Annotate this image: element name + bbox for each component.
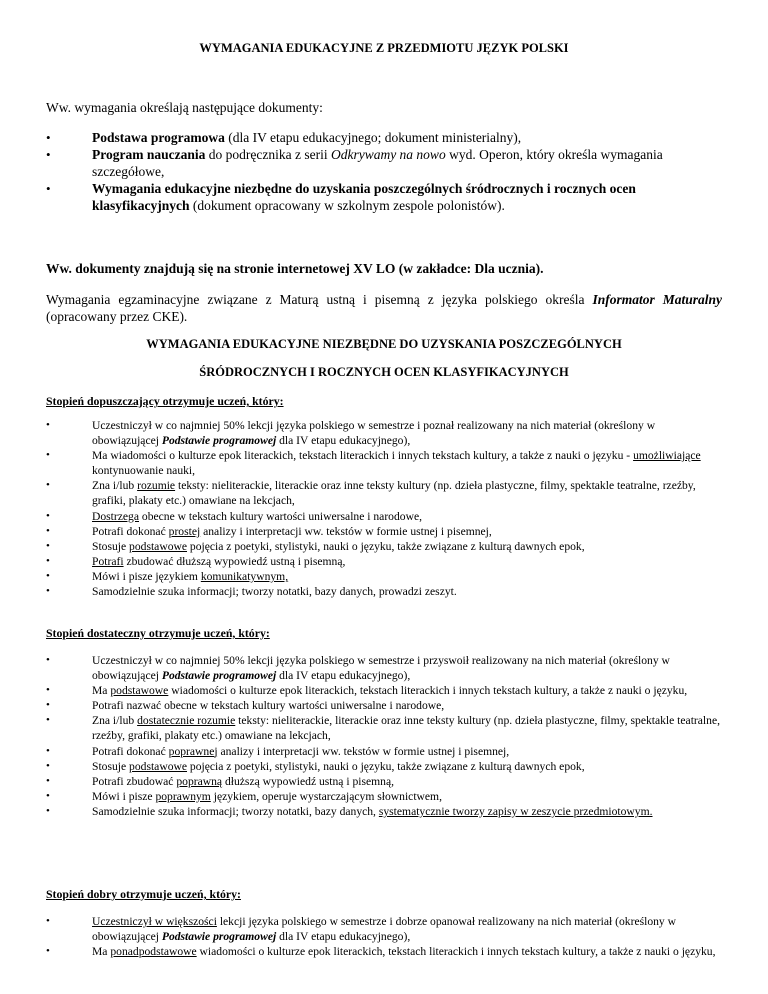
list-item: • Zna i/lub dostatecznie rozumie teksty: nieliterackie, literackie oraz inne teksty kultury (np. dzieła plastyczne, filmy, spektakle teatralne, rzeźby, grafiki, plakaty etc.) omawiane na lekcjach,: [46, 713, 722, 743]
document-title: WYMAGANIA EDUKACYJNE Z PRZEDMIOTU JĘZYK POLSKI: [199, 41, 569, 55]
list-item: • Ma ponadpodstawowe wiadomości o kulturze epok literackich, tekstach literackich i innych tekstach kultury, a także z nauki o języku,: [46, 944, 722, 959]
list-item: • Zna i/lub rozumie teksty: nieliterackie, literackie oraz inne teksty kultury (np. dzieła plastyczne, filmy, spektakle teatralne, rzeźby, grafiki, plakaty etc.) omawiane na lekcjach,: [46, 478, 722, 508]
list-item: • Stosuje podstawowe pojęcia z poetyki, stylistyki, nauki o języku, także związane z kulturą dawnych epok,: [46, 759, 722, 774]
list-item: • Potrafi nazwać obecne w tekstach kultury wartości uniwersalne i narodowe,: [46, 698, 722, 713]
list-item: • Samodzielnie szuka informacji; tworzy notatki, bazy danych, prowadzi zeszyt.: [46, 584, 722, 599]
grade-list-dopuszczajacy: [46, 418, 722, 599]
list-item: • Mówi i pisze językiem komunikatywnym,: [46, 569, 722, 584]
grade-heading-dopuszczajacy: Stopień dopuszczający otrzymuje uczeń, który:: [46, 394, 284, 408]
list-item: • Program nauczania do podręcznika z serii Odkrywamy na nowo wyd. Operon, który określa wymagania szczegółowe,: [46, 146, 722, 180]
list-item: • Uczestniczył w co najmniej 50% lekcji języka polskiego w semestrze i przyswoił realizowany na nich materiał (określony w obowiązującej Podstawie programowej dla IV etapu edukacyjnego),: [46, 653, 722, 683]
list-item: • Ma podstawowe wiadomości o kulturze epok literackich, tekstach literackich i innych tekstach kultury, a także z nauki o języku,: [46, 683, 722, 698]
list-item: • Mówi i pisze poprawnym językiem, operuje wystarczającym słownictwem,: [46, 789, 722, 804]
list-item: • Wymagania edukacyjne niezbędne do uzyskania poszczególnych śródrocznych i rocznych ocen klasyfikacyjnych (dokument opracowany w szkolnym zespole polonistów).: [46, 180, 722, 214]
grade-list-dostateczny: [46, 653, 722, 819]
list-item: • Potrafi zbudować dłuższą wypowiedź ustną i pisemną,: [46, 554, 722, 569]
list-item: • Samodzielnie szuka informacji; tworzy notatki, bazy danych, systematycznie tworzy zapisy w zeszycie przedmiotowym.: [46, 804, 722, 819]
matura-paragraph: Wymagania egzaminacyjne związane z Maturą ustną i pisemną z języka polskiego określa Informator Maturalny (opracowany przez CKE).: [46, 292, 722, 324]
grade-heading-dostateczny: Stopień dostateczny otrzymuje uczeń, który:: [46, 626, 270, 640]
list-item: • Ma wiadomości o kulturze epok literackich, tekstach literackich i innych tekstach kultury, a także z nauki o języku - umożliwiające kontynuowanie nauki,: [46, 448, 722, 478]
intro-paragraph: Ww. wymagania określają następujące dokumenty:: [46, 100, 323, 115]
list-item: • Dostrzega obecne w tekstach kultury wartości uniwersalne i narodowe,: [46, 509, 722, 524]
website-note: Ww. dokumenty znajdują się na stronie internetowej XV LO (w zakładce: Dla ucznia).: [46, 261, 544, 276]
documents-list: [46, 129, 722, 214]
list-item: • Stosuje podstawowe pojęcia z poetyki, stylistyki, nauki o języku, także związane z kulturą dawnych epok,: [46, 539, 722, 554]
list-item: • Podstawa programowa (dla IV etapu edukacyjnego; dokument ministerialny),: [46, 129, 722, 146]
list-item: • Potrafi dokonać poprawnej analizy i interpretacji ww. tekstów w formie ustnej i pisemnej,: [46, 744, 722, 759]
list-item: • Potrafi dokonać prostej analizy i interpretacji ww. tekstów w formie ustnej i pisemnej,: [46, 524, 722, 539]
list-item: • Potrafi zbudować poprawną dłuższą wypowiedź ustną i pisemną,: [46, 774, 722, 789]
list-item: • Uczestniczył w większości lekcji języka polskiego w semestrze i dobrze opanował realizowany na nich materiał (określony w obowiązującej Podstawie programowej dla IV etapu edukacyjnego),: [46, 914, 722, 944]
list-item: • Uczestniczył w co najmniej 50% lekcji języka polskiego w semestrze i poznał realizowany na nich materiał (określony w obowiązującej Podstawie programowej dla IV etapu edukacyjnego),: [46, 418, 722, 448]
section-title-line1: WYMAGANIA EDUKACYJNE NIEZBĘDNE DO UZYSKANIA POSZCZEGÓLNYCH: [146, 337, 622, 351]
grade-list-dobry: [46, 914, 722, 959]
grade-heading-dobry: Stopień dobry otrzymuje uczeń, który:: [46, 887, 241, 901]
section-title-line2: ŚRÓDROCZNYCH I ROCZNYCH OCEN KLASYFIKACYJNYCH: [199, 365, 569, 379]
